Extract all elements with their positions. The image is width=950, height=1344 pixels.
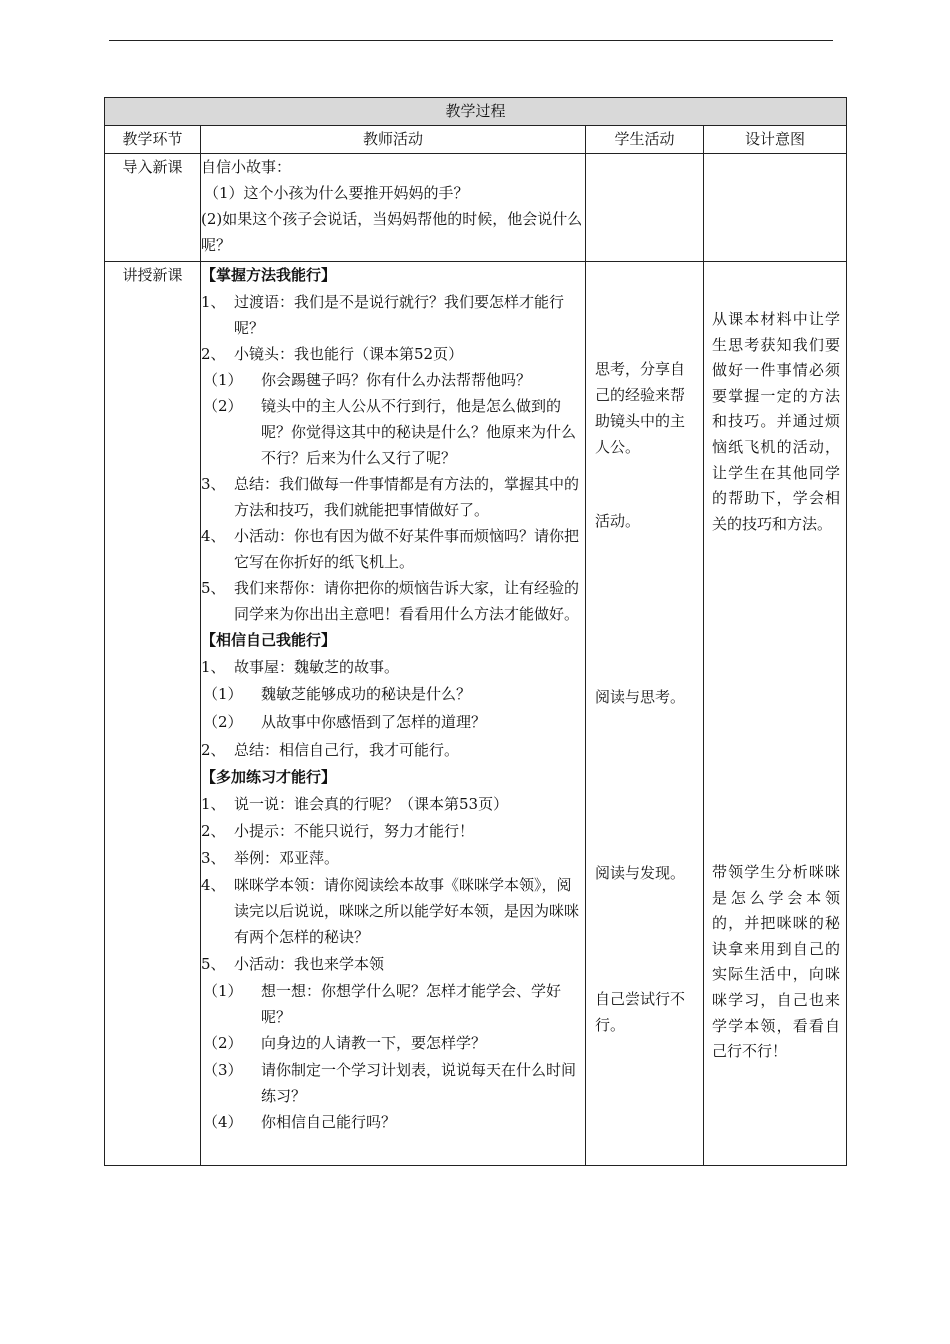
list-item: 2、 小提示：不能只说行，努力才能行！ [201,822,475,840]
teach-student-cell [586,262,704,1166]
section-intro: 导入新课 [105,154,201,262]
section-teach: 讲授新课 [105,262,201,1166]
teaching-process-table [104,97,847,1166]
table-header-row [105,126,847,154]
list-item: 2、 小镜头：我也能行（课本第52页） [201,345,464,363]
student-activity-4: 阅读与发现。 [595,864,686,882]
sub-item: （2） 镜头中的主人公从不行到行，他是怎么做到的呢？你觉得这其中的秘诀是什么？他原来为什么不行？后来为什么又行了呢？ [203,397,577,467]
part3-heading: 【多加练习才能行】 [201,768,337,786]
intro-intent-cell [704,154,847,262]
part1-heading: 【掌握方法我能行】 [201,266,337,284]
part2-heading: 【相信自己我能行】 [201,631,337,649]
intro-question-2: (2)如果这个孩子会说话，当妈妈帮他的时候，他会说什么呢？ [201,210,583,254]
header-stage: 教学环节 [105,126,201,154]
intro-question-1: （1）这个小孩为什么要推开妈妈的手？ [204,184,469,202]
header-teacher-activity: 教师活动 [201,126,586,154]
table-title-row [105,98,847,126]
sub-item: （1） 你会踢毽子吗？你有什么办法帮帮他吗？ [203,371,532,389]
student-activity-2: 活动。 [595,512,641,530]
header-student-activity: 学生活动 [586,126,704,154]
table-title: 教学过程 [105,98,847,126]
list-item: 3、 总结：我们做每一件事情都是有方法的，掌握其中的方法和技巧，我们就能把事情做好了。 [201,475,580,519]
list-item: 2、 总结：相信自己行，我才可能行。 [201,741,460,759]
intro-heading: 自信小故事： [201,158,292,176]
list-item: 1、 故事屋：魏敏芝的故事。 [201,658,400,676]
list-item: 1、 说一说：谁会真的行呢？（课本第53页） [201,795,509,813]
student-activity-3: 阅读与思考。 [595,688,686,706]
sub-item: （2） 向身边的人请教一下，要怎样学？ [203,1034,487,1052]
teach-teacher-cell [201,262,586,1166]
student-activity-1: 思考，分享自己的经验来帮助镜头中的主人公。 [595,360,686,456]
list-item: 4、 咪咪学本领：请你阅读绘本故事《咪咪学本领》，阅读完以后说说，咪咪之所以能学好本领，是因为咪咪有两个怎样的秘诀？ [201,876,580,946]
header-rule [109,40,833,41]
list-item: 5、 我们来帮你：请你把你的烦恼告诉大家，让有经验的同学来为你出出主意吧！看看用什么方法才能做好。 [201,579,580,623]
sub-item: （4） 你相信自己能行吗？ [203,1113,397,1131]
header-design-intent: 设计意图 [704,126,847,154]
sub-item: （3） 请你制定一个学习计划表，说说每天在什么时间练习？ [203,1061,577,1105]
sub-item: （1） 魏敏芝能够成功的秘诀是什么？ [203,685,472,703]
teach-row [105,262,847,1166]
intro-student-cell [586,154,704,262]
sub-item: （2） 从故事中你感悟到了怎样的道理？ [203,713,487,731]
student-activity-5: 自己尝试行不行。 [595,990,686,1034]
list-item: 3、 举例：邓亚萍。 [201,849,340,867]
intro-teacher-cell [201,154,586,262]
list-item: 4、 小活动：你也有因为做不好某件事而烦恼吗？请你把它写在你折好的纸飞机上。 [201,527,580,571]
list-item: 5、 小活动：我也来学本领 [201,955,385,973]
list-item: 1、 过渡语：我们是不是说行就行？我们要怎样才能行呢？ [201,293,565,337]
design-intent-1: 从课本材料中让学生思考获知我们要做好一件事情必须要掌握一定的方法和技巧。并通过烦恼纸飞机的活动，让学生在其他同学的帮助下，学会相关的技巧和方法。 [712,310,841,533]
teach-intent-cell [704,262,847,1166]
intro-row [105,154,847,262]
design-intent-2: 带领学生分析咪咪是怎么学会本领的，并把咪咪的秘诀拿来用到自己的实际生活中，向咪咪学习，自己也来学学本领，看看自己行不行！ [712,863,841,1061]
sub-item: （1） 想一想：你想学什么呢？怎样才能学会、学好呢？ [203,982,562,1026]
